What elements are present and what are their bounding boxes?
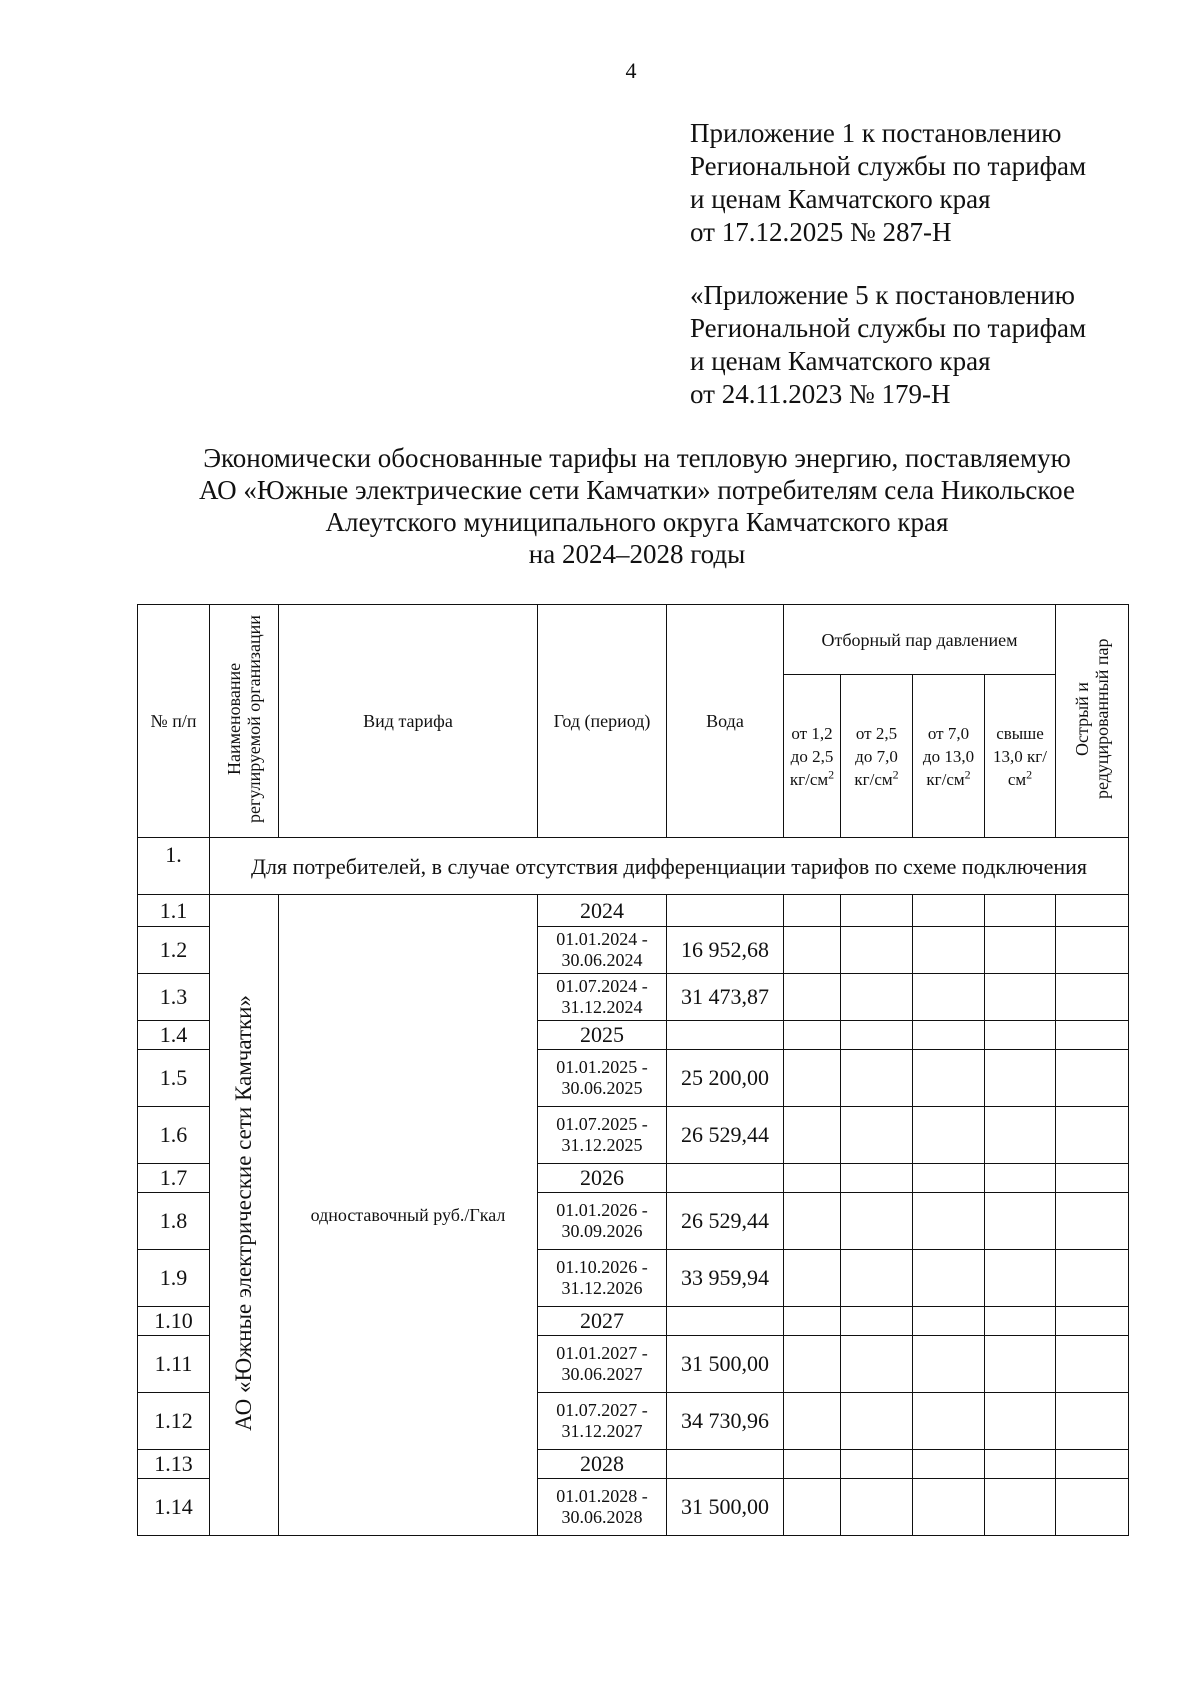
period-text: 01.07.2027 - 31.12.2027 [556, 1400, 648, 1441]
empty-cell [784, 1393, 841, 1450]
empty-cell [913, 1021, 985, 1050]
empty-cell [985, 1393, 1056, 1450]
row-num: 1.14 [138, 1479, 210, 1536]
empty-cell [913, 1164, 985, 1193]
empty-cell [1056, 1193, 1129, 1250]
row-num: 1.13 [138, 1450, 210, 1479]
empty-cell [784, 1450, 841, 1479]
empty-cell [841, 927, 913, 974]
year-cell: 2028 [538, 1450, 667, 1479]
empty-cell [1056, 895, 1129, 927]
appendix-line: от 24.11.2023 № 179-Н [690, 379, 951, 409]
organization-name: АО «Южные электрические сети Камчатки» [231, 994, 256, 1431]
row-num: 1.11 [138, 1336, 210, 1393]
water-value: 31 500,00 [667, 1479, 784, 1536]
water-value: 33 959,94 [667, 1250, 784, 1307]
period-text: 01.07.2025 - 31.12.2025 [556, 1114, 648, 1155]
water-value: 31 500,00 [667, 1336, 784, 1393]
empty-cell [784, 1193, 841, 1250]
empty-cell [784, 974, 841, 1021]
header-org-text: Наименование регулируемой организации [224, 614, 264, 823]
empty-cell [913, 1050, 985, 1107]
water-value [667, 895, 784, 927]
title-line: Алеутского муниципального округа Камчатского края [325, 507, 949, 537]
empty-cell [784, 895, 841, 927]
empty-cell [841, 1336, 913, 1393]
period-cell [538, 1107, 667, 1164]
empty-cell [985, 1479, 1056, 1536]
header-steam-3 [913, 675, 985, 838]
appendix-line: «Приложение 5 к постановлению [690, 280, 1075, 310]
water-value: 34 730,96 [667, 1393, 784, 1450]
row-num: 1.1 [138, 895, 210, 927]
empty-cell [985, 1050, 1056, 1107]
header-steam-4-sup: 2 [1026, 766, 1033, 781]
empty-cell [913, 1336, 985, 1393]
empty-cell [784, 1479, 841, 1536]
water-value [667, 1021, 784, 1050]
header-steam-3-sup: 2 [964, 766, 971, 781]
empty-cell [985, 974, 1056, 1021]
empty-cell [1056, 1393, 1129, 1450]
header-steam-1 [784, 675, 841, 838]
period-text: 01.01.2024 - 30.06.2024 [556, 929, 648, 970]
empty-cell [784, 1250, 841, 1307]
period-cell [538, 1336, 667, 1393]
organization-cell [210, 895, 279, 1536]
empty-cell [784, 1336, 841, 1393]
tariff-table [137, 604, 1129, 1536]
table-row [138, 895, 1129, 927]
row-num: 1.10 [138, 1307, 210, 1336]
empty-cell [1056, 1164, 1129, 1193]
empty-cell [985, 1250, 1056, 1307]
water-value [667, 1450, 784, 1479]
empty-cell [1056, 1479, 1129, 1536]
empty-cell [841, 1021, 913, 1050]
water-value [667, 1164, 784, 1193]
empty-cell [841, 1050, 913, 1107]
period-text: 01.01.2027 - 30.06.2027 [556, 1343, 648, 1384]
water-value: 25 200,00 [667, 1050, 784, 1107]
period-text: 01.10.2026 - 31.12.2026 [556, 1257, 648, 1298]
section-title: Для потребителей, в случае отсутствия дифференциации тарифов по схеме подключения [210, 838, 1129, 895]
empty-cell [985, 1336, 1056, 1393]
header-year [538, 605, 667, 838]
empty-cell [1056, 1250, 1129, 1307]
empty-cell [985, 1107, 1056, 1164]
empty-cell [1056, 974, 1129, 1021]
empty-cell [985, 1021, 1056, 1050]
period-cell [538, 1393, 667, 1450]
empty-cell [913, 1479, 985, 1536]
empty-cell [985, 927, 1056, 974]
header-year-text: Год (период) [553, 711, 651, 731]
appendix-line: и ценам Камчатского края [690, 184, 991, 214]
appendix-1-block [690, 117, 1086, 249]
appendix-5-block [690, 279, 1086, 411]
empty-cell [784, 1107, 841, 1164]
document-title [137, 442, 1137, 570]
year-cell: 2025 [538, 1021, 667, 1050]
empty-cell [985, 1164, 1056, 1193]
empty-cell [841, 1107, 913, 1164]
header-water: Вода [667, 605, 784, 838]
empty-cell [784, 1021, 841, 1050]
header-steam-3-text: от 7,0 до 13,0 кг/см [922, 723, 975, 789]
water-value: 26 529,44 [667, 1107, 784, 1164]
empty-cell [985, 895, 1056, 927]
tariff-kind-cell: одноставочный руб./Гкал [279, 895, 538, 1536]
empty-cell [841, 1450, 913, 1479]
empty-cell [913, 974, 985, 1021]
water-value [667, 1307, 784, 1336]
header-steam-1-sup: 2 [828, 766, 835, 781]
header-steam-4-text: свыше 13,0 кг/см [993, 723, 1047, 789]
empty-cell [913, 1393, 985, 1450]
empty-cell [841, 1250, 913, 1307]
empty-cell [985, 1307, 1056, 1336]
year-cell: 2026 [538, 1164, 667, 1193]
appendix-line: Региональной службы по тарифам [690, 313, 1087, 343]
empty-cell [784, 927, 841, 974]
row-num: 1.4 [138, 1021, 210, 1050]
period-cell [538, 927, 667, 974]
empty-cell [841, 1393, 913, 1450]
row-num: 1.9 [138, 1250, 210, 1307]
empty-cell [841, 974, 913, 1021]
appendix-line: Приложение 1 к постановлению [690, 118, 1062, 148]
empty-cell [913, 1307, 985, 1336]
header-steam-2-sup: 2 [892, 766, 899, 781]
empty-cell [784, 1307, 841, 1336]
empty-cell [1056, 927, 1129, 974]
period-text: 01.01.2025 - 30.06.2025 [556, 1057, 648, 1098]
empty-cell [1056, 1107, 1129, 1164]
row-num: 1.5 [138, 1050, 210, 1107]
empty-cell [913, 895, 985, 927]
empty-cell [1056, 1307, 1129, 1336]
appendix-line: и ценам Камчатского края [690, 346, 991, 376]
row-num: 1.3 [138, 974, 210, 1021]
header-steam-group: Отборный пар давлением [784, 605, 1056, 675]
header-num: № п/п [138, 605, 210, 838]
year-cell: 2027 [538, 1307, 667, 1336]
empty-cell [841, 895, 913, 927]
empty-cell [1056, 1021, 1129, 1050]
row-num: 1.7 [138, 1164, 210, 1193]
empty-cell [784, 1050, 841, 1107]
appendix-line: от 17.12.2025 № 287-Н [690, 217, 952, 247]
header-steam-1-text: от 1,2 до 2,5 кг/см [789, 723, 834, 789]
water-value: 16 952,68 [667, 927, 784, 974]
title-line: на 2024–2028 годы [528, 539, 746, 569]
header-steam-2-text: от 2,5 до 7,0 кг/см [854, 723, 898, 789]
empty-cell [841, 1479, 913, 1536]
water-value: 31 473,87 [667, 974, 784, 1021]
empty-cell [1056, 1450, 1129, 1479]
row-num: 1.8 [138, 1193, 210, 1250]
period-cell [538, 1250, 667, 1307]
empty-cell [841, 1193, 913, 1250]
empty-cell [913, 1193, 985, 1250]
row-num: 1.12 [138, 1393, 210, 1450]
header-org [210, 605, 279, 838]
empty-cell [1056, 1336, 1129, 1393]
header-steam-2 [841, 675, 913, 838]
header-sharp-steam [1056, 605, 1129, 838]
empty-cell [913, 927, 985, 974]
header-tariff-type: Вид тарифа [279, 605, 538, 838]
appendix-line: Региональной службы по тарифам [690, 151, 1087, 181]
period-cell [538, 974, 667, 1021]
header-steam-4 [985, 675, 1056, 838]
empty-cell [985, 1193, 1056, 1250]
section-num: 1. [138, 838, 210, 895]
year-cell: 2024 [538, 895, 667, 927]
header-sharp-steam-text: Острый и редуцированный пар [1072, 638, 1113, 799]
empty-cell [913, 1107, 985, 1164]
period-cell [538, 1479, 667, 1536]
title-line: АО «Южные электрические сети Камчатки» потребителям села Никольское [199, 475, 1075, 505]
period-text: 01.01.2026 - 30.09.2026 [556, 1200, 648, 1241]
empty-cell [913, 1250, 985, 1307]
period-text: 01.01.2028 - 30.06.2028 [556, 1486, 648, 1527]
empty-cell [841, 1307, 913, 1336]
empty-cell [913, 1450, 985, 1479]
row-num: 1.6 [138, 1107, 210, 1164]
title-line: Экономически обоснованные тарифы на тепловую энергию, поставляемую [203, 443, 1071, 473]
empty-cell [1056, 1050, 1129, 1107]
period-cell [538, 1050, 667, 1107]
period-cell [538, 1193, 667, 1250]
empty-cell [985, 1450, 1056, 1479]
empty-cell [784, 1164, 841, 1193]
empty-cell [841, 1164, 913, 1193]
page-number: 4 [625, 58, 637, 83]
water-value: 26 529,44 [667, 1193, 784, 1250]
row-num: 1.2 [138, 927, 210, 974]
period-text: 01.07.2024 - 31.12.2024 [556, 976, 648, 1017]
